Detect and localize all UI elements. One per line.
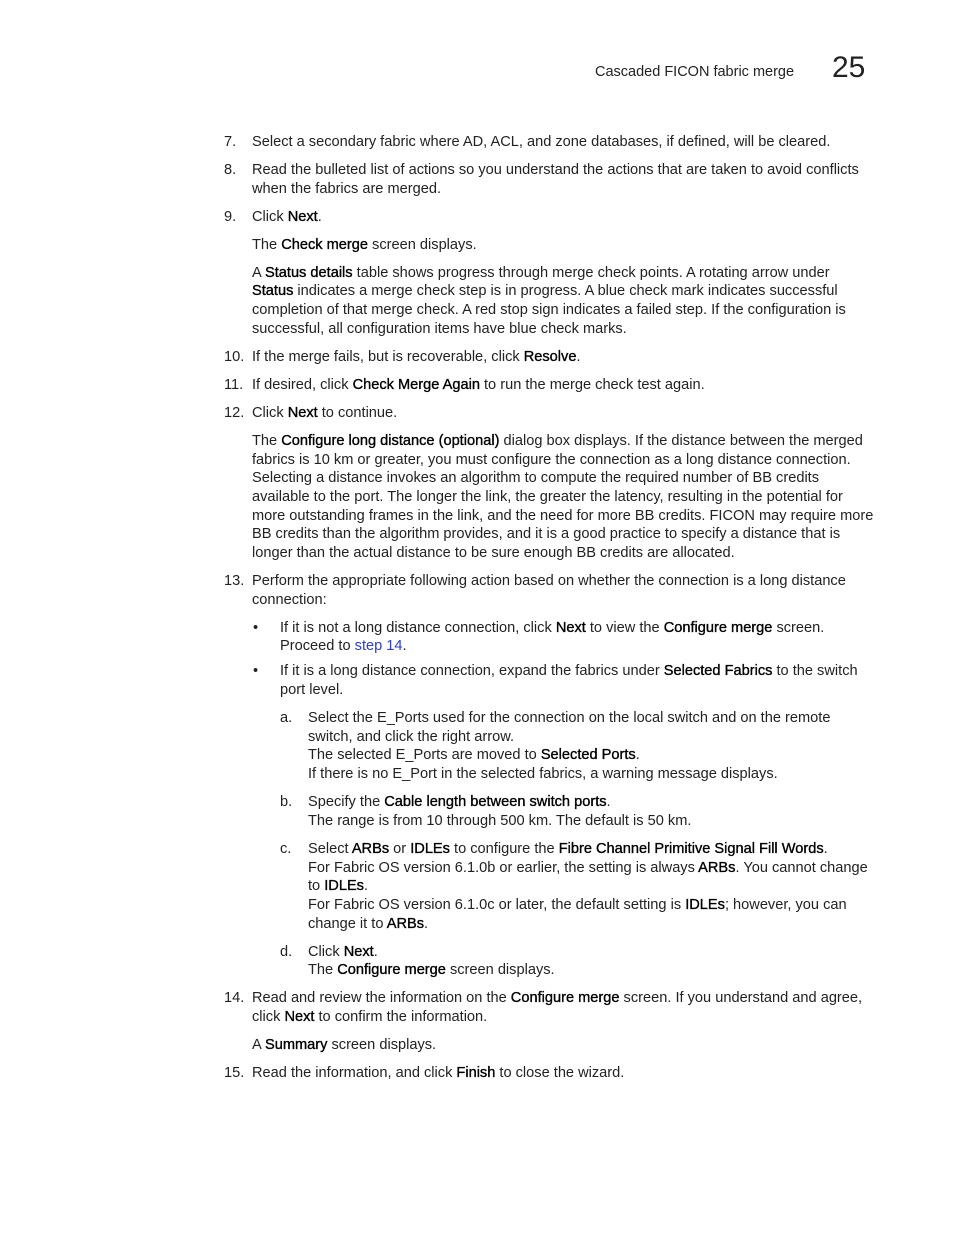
bullet-text: If it is a long distance connection, expand the fabrics under — [280, 663, 664, 680]
ui-term: Configure long distance (optional) — [281, 432, 500, 449]
substep-text: . — [424, 915, 429, 932]
step-number: 11. — [224, 376, 244, 393]
step-text: . — [317, 208, 322, 225]
step-text: If the merge fails, but is recoverable, click — [252, 348, 524, 365]
substep-b — [280, 793, 874, 830]
ui-term: Status details — [264, 264, 353, 281]
step-14-link[interactable]: step 14 — [354, 638, 403, 655]
substep-text: Click — [308, 943, 344, 960]
substep-instruction — [308, 793, 874, 812]
step-text: to confirm the information. — [314, 1009, 488, 1026]
bullet-text: . — [402, 638, 407, 655]
substep-text: . You cannot change to — [308, 859, 868, 895]
step-13 — [224, 572, 874, 609]
bullet-text: to the switch port level. — [280, 663, 858, 699]
ui-term: Finish — [456, 1065, 496, 1082]
ui-term: Resolve — [523, 348, 577, 365]
substep-text: Select — [308, 840, 352, 857]
step-text: Perform the appropriate following action based on whether the connection is a long distance connection: — [252, 573, 846, 608]
substep-result — [308, 746, 874, 765]
substep-result — [308, 961, 874, 980]
substep-c — [280, 840, 874, 934]
bullet-text: If it is not a long distance connection, click — [280, 619, 556, 636]
substep-text: The — [308, 962, 338, 979]
step-10 — [224, 348, 874, 367]
step-12-note — [252, 432, 874, 563]
substep-note — [308, 859, 874, 896]
step-text: Click — [252, 404, 288, 421]
ui-term: ARBs — [698, 859, 736, 876]
step-9-status-note — [252, 264, 874, 339]
substep-a — [280, 709, 874, 784]
ui-term: Next — [343, 943, 374, 960]
ui-term: Check merge — [281, 236, 368, 253]
note-text: screen displays. — [368, 236, 477, 253]
note-text: A — [252, 264, 265, 281]
step-9-note — [252, 236, 874, 255]
substep-text: For Fabric OS version 6.1.0c or later, the default setting is — [308, 896, 686, 913]
note-text: A — [252, 1037, 265, 1054]
bullet-text: screen. Proceed to — [280, 619, 825, 655]
ui-term: Configure merge — [663, 619, 773, 636]
substep-d — [280, 943, 874, 980]
ui-term: Selected Fabrics — [663, 663, 773, 680]
step-number: 9. — [224, 208, 237, 225]
step-number: 14. — [224, 990, 245, 1007]
substep-note — [308, 896, 874, 933]
substep-text: If there is no E_Port in the selected fabrics, a warning message displays. — [308, 766, 778, 783]
ui-term: Configure merge — [510, 990, 620, 1007]
step-12 — [224, 404, 874, 423]
step-text: Read the information, and click — [252, 1065, 457, 1082]
bullet-icon: • — [253, 619, 259, 636]
step-text: screen. If you understand and agree, click — [252, 990, 863, 1026]
substep-label: a. — [280, 710, 293, 727]
bullet-text: to view the — [585, 619, 664, 636]
substep-text: Select the E_Ports used for the connection on the local switch and on the remote switch, and click the right arrow. — [308, 710, 831, 745]
step-14 — [224, 989, 874, 1026]
step-text: to run the merge check test again. — [479, 376, 705, 393]
step-text: Read and review the information on the — [252, 990, 511, 1007]
step-15 — [224, 1064, 874, 1083]
step-number: 15. — [224, 1065, 245, 1082]
substep-text: . — [363, 878, 369, 895]
step-text: to close the wizard. — [495, 1065, 625, 1082]
ui-term: Next — [287, 404, 318, 421]
ui-term: ARBs — [386, 915, 425, 932]
step-number: 7. — [224, 134, 237, 150]
step-8 — [224, 161, 874, 198]
step-text: Read the bulleted list of actions so you understand the actions that are taken to avoid conflicts when the fabrics are merged. — [252, 162, 859, 197]
ui-term: Summary — [264, 1037, 328, 1054]
ui-term: Next — [284, 1009, 315, 1026]
ui-term: Next — [555, 619, 586, 636]
substep-text: to configure the — [449, 840, 559, 857]
step-11 — [224, 376, 874, 395]
step-text: to continue. — [317, 404, 398, 421]
substep-text: screen displays. — [445, 962, 555, 979]
substep-label: c. — [280, 840, 292, 857]
substep-text: For Fabric OS version 6.1.0b or earlier, the setting is always — [308, 859, 699, 876]
chapter-number: 25 — [832, 51, 866, 84]
substep-instruction — [308, 840, 874, 859]
ui-term: Configure merge — [337, 962, 446, 979]
ui-term: IDLEs — [324, 878, 364, 895]
bullet-icon: • — [253, 663, 259, 680]
note-text: The — [252, 236, 282, 253]
note-text: The — [252, 432, 282, 449]
step-number: 13. — [224, 573, 245, 590]
step-number: 8. — [224, 162, 237, 178]
substep-text: . — [373, 943, 378, 960]
substep-text: ; however, you can change it to — [308, 896, 847, 932]
ui-term: IDLEs — [410, 840, 450, 857]
bullet-item-long-distance — [253, 662, 874, 699]
ui-term: ARBs — [351, 840, 390, 857]
substep-text: . — [635, 747, 640, 764]
running-header-title: Cascaded FICON fabric merge — [595, 64, 795, 80]
note-text: screen displays. — [327, 1037, 437, 1054]
step-14-note — [252, 1036, 874, 1055]
ui-term: Next — [287, 208, 318, 225]
substep-label: b. — [280, 794, 293, 811]
ui-term: Selected Ports — [540, 747, 636, 764]
step-number: 10. — [224, 348, 245, 365]
step-text: Select a secondary fabric where AD, ACL, and zone databases, if defined, will be cleared. — [252, 134, 831, 150]
ui-term: Status — [252, 283, 294, 300]
substep-text: The selected E_Ports are moved to — [308, 747, 541, 764]
ui-term: IDLEs — [685, 896, 725, 913]
substep-text: or — [389, 840, 411, 857]
ui-term: Fibre Channel Primitive Signal Fill Words — [558, 840, 824, 857]
step-text: Click — [252, 208, 288, 225]
step-number: 12. — [224, 404, 245, 421]
note-text: table shows progress through merge check points. A rotating arrow under — [352, 264, 830, 281]
substep-text: . — [606, 794, 611, 811]
step-9 — [224, 208, 874, 227]
ui-term: Check Merge Again — [352, 376, 480, 393]
bullet-item-not-long-distance — [253, 619, 874, 656]
note-text: indicates a merge check step is in progress. A blue check mark indicates successful completion of that merge check. A red stop sign indicates a failed step. If the configuration is successful, all configuration items have blue check marks. — [252, 283, 846, 337]
procedure-steps — [224, 133, 874, 1092]
substep-text: Specify the — [308, 794, 385, 811]
substep-text: . — [823, 840, 828, 857]
note-text: dialog box displays. If the distance between the merged fabrics is 10 km or greater, you must configure the connection as a long distance connection. Selecting a distance invokes an algorithm to compute the required number of BB credits available to the port. The longer the link, the greater the latency, resulting in the potential for more outstanding frames in the link, and the need for more BB credits. FICON may require more BB credits than the algorithm provides, and it is a good practice to specify a distance that is longer than the actual distance to be sure enough BB credits are allocated. — [252, 432, 874, 562]
step-7 — [224, 133, 874, 152]
ui-term: Cable length between switch ports — [384, 794, 607, 811]
substep-instruction — [308, 943, 874, 962]
substep-text: The range is from 10 through 500 km. The default is 50 km. — [308, 812, 692, 829]
step-text: . — [576, 348, 581, 365]
substep-label: d. — [280, 943, 293, 960]
step-text: If desired, click — [252, 376, 353, 393]
